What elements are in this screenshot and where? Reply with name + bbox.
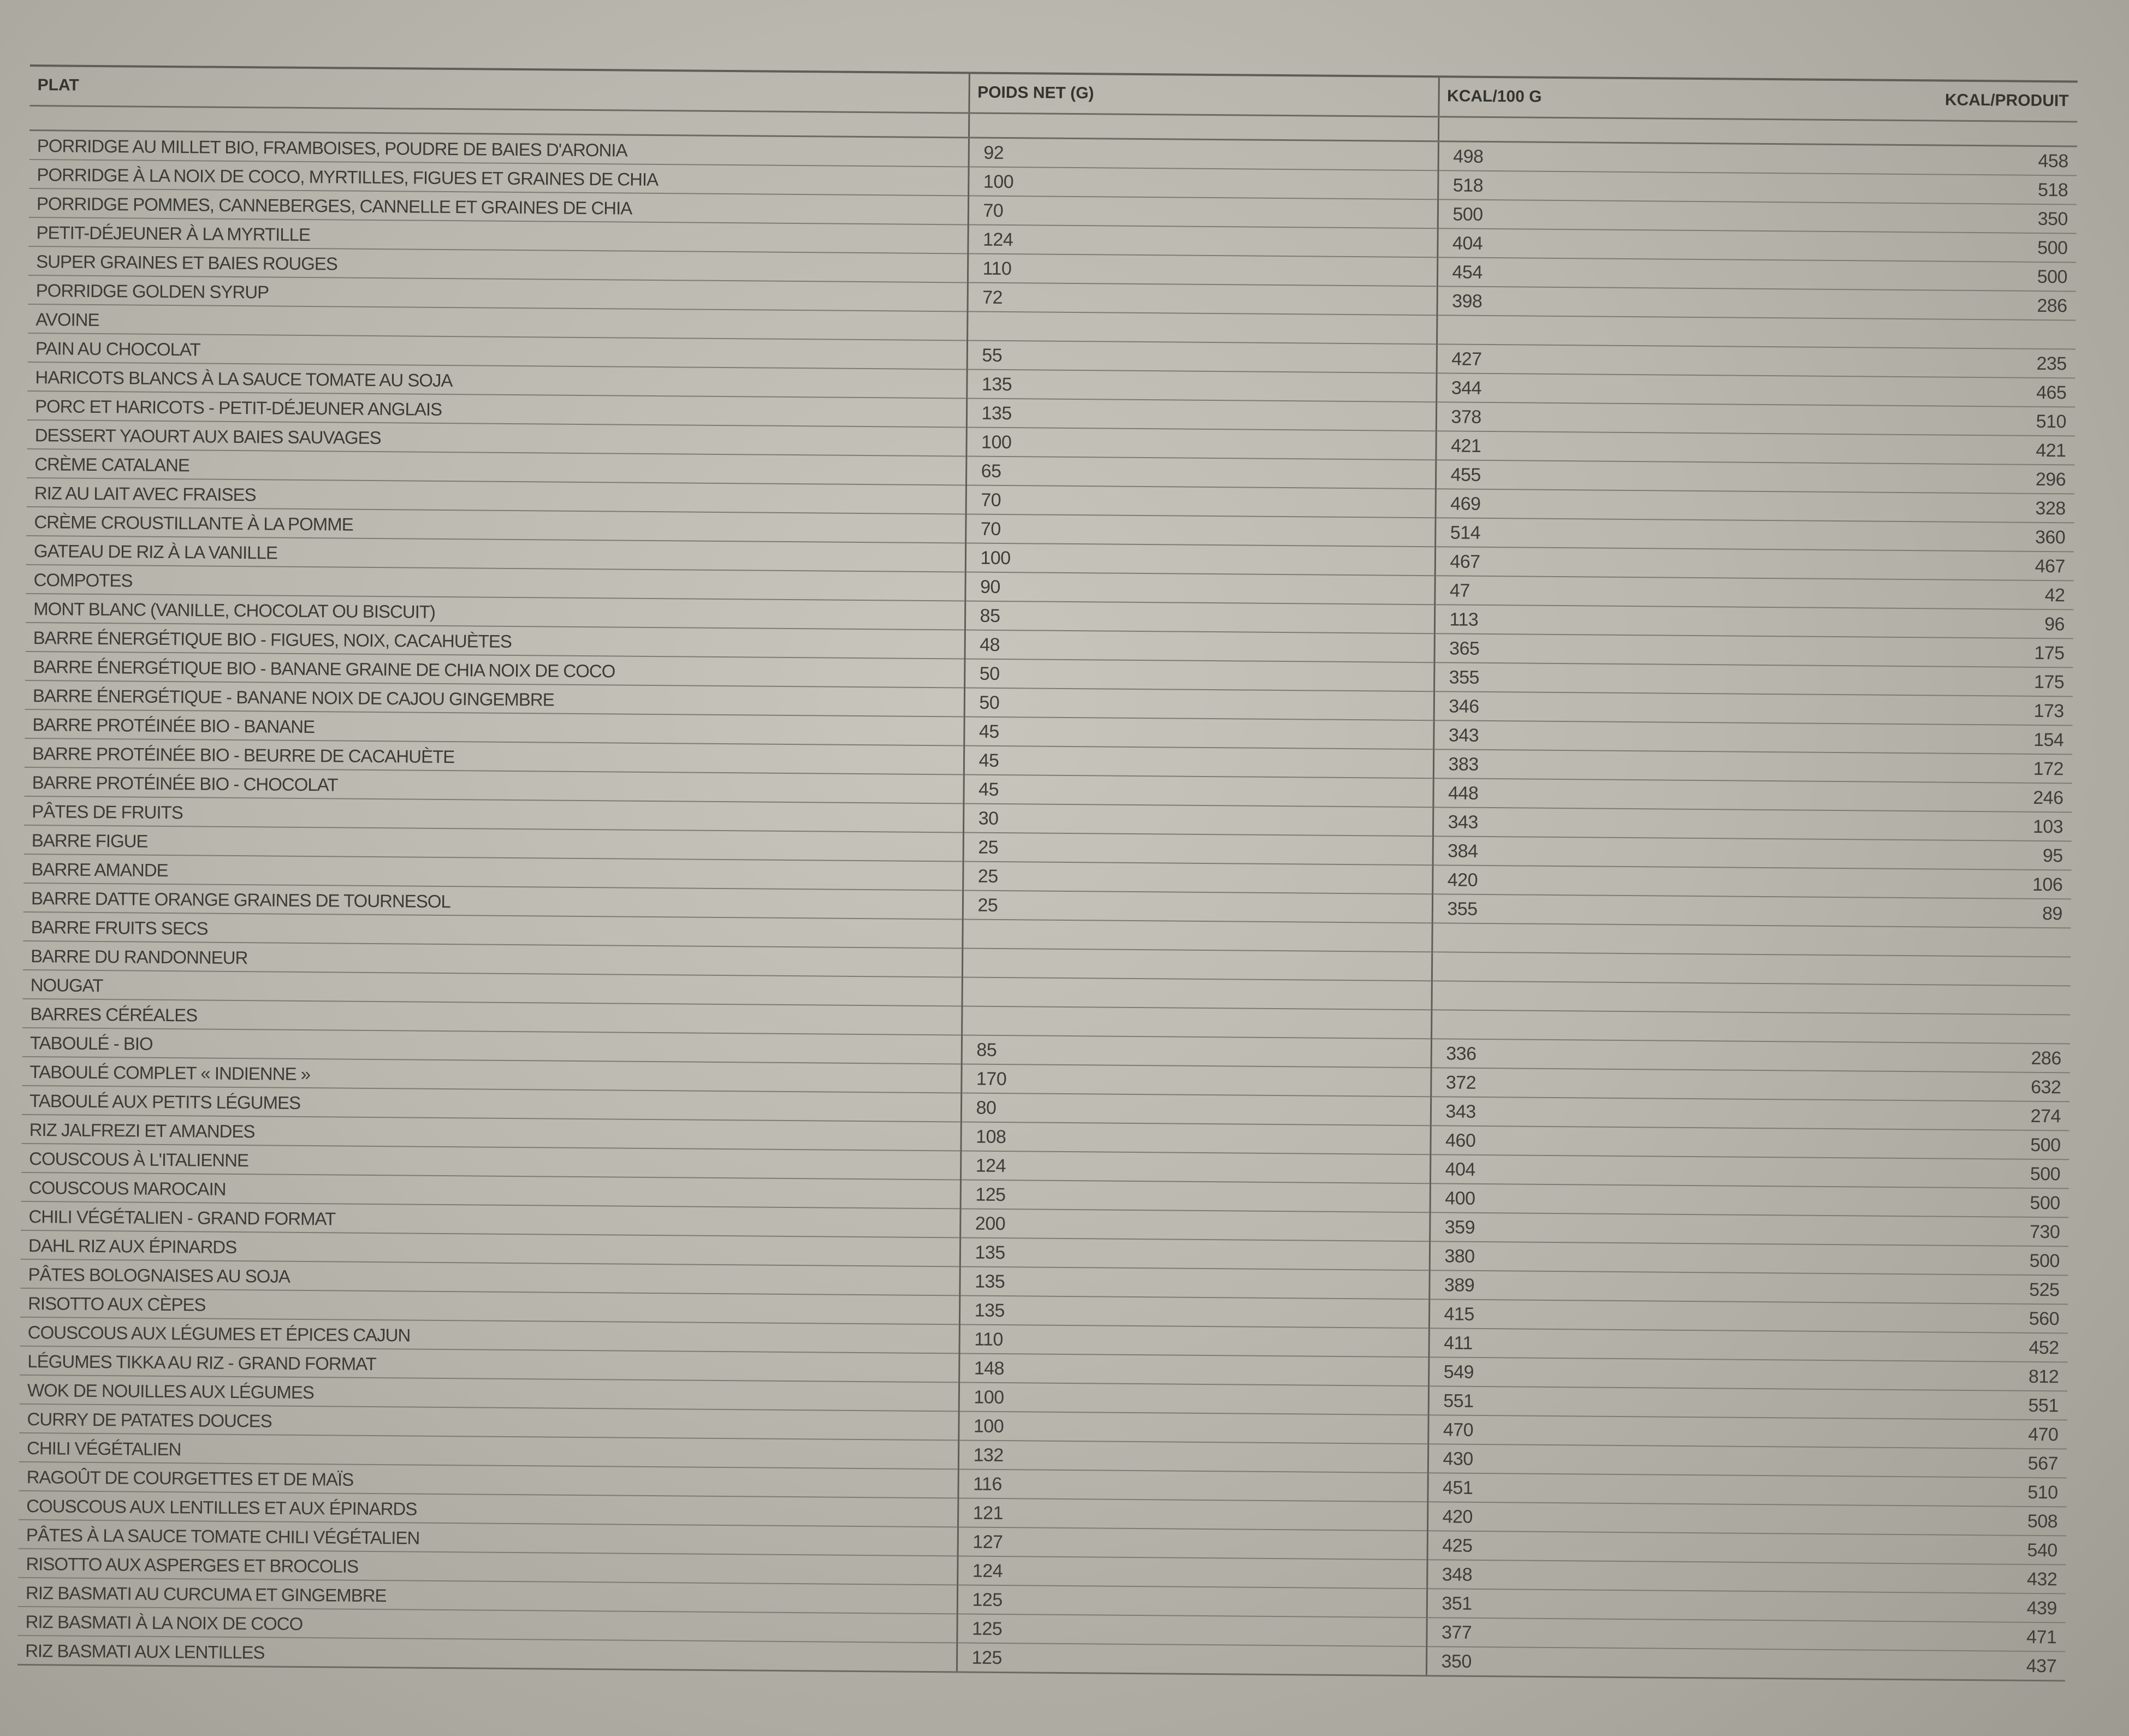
- cell-kcal-produit: 175: [1756, 636, 2073, 668]
- cell-poids-net: 25: [963, 861, 1432, 894]
- cell-kcal-produit: 465: [1758, 376, 2075, 407]
- cell-plat: SUPER GRAINES ET BAIES ROUGES: [28, 246, 968, 283]
- cell-poids-net: 70: [968, 196, 1438, 229]
- cell-poids-net: 124: [957, 1556, 1427, 1589]
- cell-poids-net: 80: [961, 1093, 1431, 1125]
- cell-plat: RIZ BASMATI AUX LENTILLES: [17, 1636, 957, 1672]
- cell-kcal-100g: 415: [1429, 1299, 1751, 1331]
- cell-kcal-100g: 336: [1431, 1039, 1753, 1070]
- cell-kcal-produit: 173: [1756, 694, 2073, 726]
- cell-poids-net: 125: [960, 1180, 1430, 1212]
- cell-kcal-produit: 500: [1752, 1128, 2069, 1160]
- cell-kcal-100g: 355: [1434, 662, 1756, 694]
- cell-kcal-100g: 400: [1430, 1183, 1752, 1215]
- cell-kcal-produit: 286: [1759, 289, 2075, 321]
- cell-plat: PÂTES À LA SAUCE TOMATE CHILI VÉGÉTALIEN: [19, 1520, 958, 1556]
- cell-kcal-100g: 378: [1436, 402, 1758, 434]
- cell-plat: CHILI VÉGÉTALIEN: [19, 1433, 958, 1470]
- cell-plat: BARRE AMANDE: [23, 854, 963, 891]
- cell-kcal-produit: 95: [1755, 839, 2072, 870]
- cell-kcal-100g: 398: [1437, 286, 1759, 318]
- cell-kcal-produit: 551: [1751, 1389, 2067, 1420]
- cell-kcal-produit: 96: [1757, 607, 2073, 639]
- cell-kcal-100g: 448: [1433, 778, 1755, 810]
- cell-kcal-produit: [1753, 1012, 2070, 1044]
- cell-kcal-produit: 510: [1750, 1476, 2066, 1507]
- header-plat: PLAT: [29, 66, 969, 113]
- cell-kcal-100g: 384: [1433, 836, 1755, 868]
- cell-poids-net: 55: [967, 340, 1437, 373]
- cell-plat: AVOINE: [28, 304, 967, 341]
- cell-kcal-produit: 89: [1754, 897, 2071, 928]
- cell-kcal-produit: 235: [1759, 347, 2075, 378]
- cell-poids-net: [967, 311, 1437, 344]
- cell-kcal-produit: 500: [1759, 260, 2076, 292]
- cell-kcal-produit: 730: [1752, 1215, 2068, 1247]
- cell-kcal-100g: 460: [1430, 1125, 1752, 1157]
- cell-kcal-100g: [1431, 1010, 1753, 1041]
- cell-plat: RAGOÛT DE COURGETTES ET DE MAÏS: [19, 1462, 958, 1498]
- cell-plat: PAIN AU CHOCOLAT: [28, 333, 967, 370]
- cell-poids-net: 132: [958, 1440, 1428, 1473]
- cell-kcal-produit: 470: [1750, 1418, 2067, 1449]
- cell-kcal-produit: 296: [1758, 463, 2074, 494]
- cell-poids-net: 100: [966, 427, 1436, 460]
- header-kcal-produit: KCAL/PRODUIT: [1760, 79, 2078, 122]
- cell-plat: TABOULÉ AUX PETITS LÉGUMES: [22, 1086, 961, 1122]
- cell-kcal-100g: 470: [1428, 1415, 1750, 1447]
- cell-plat: PÂTES BOLOGNAISES AU SOJA: [20, 1259, 959, 1296]
- cell-kcal-produit: 432: [1749, 1562, 2066, 1594]
- cell-kcal-100g: [1432, 952, 1754, 983]
- cell-plat: DAHL RIZ AUX ÉPINARDS: [21, 1230, 960, 1267]
- cell-poids-net: 70: [965, 514, 1435, 547]
- cell-plat: RIZ BASMATI AU CURCUMA ET GINGEMBRE: [18, 1578, 957, 1614]
- cell-kcal-produit: 439: [1749, 1591, 2066, 1623]
- cell-poids-net: 135: [959, 1266, 1429, 1299]
- cell-kcal-100g: 518: [1438, 170, 1760, 202]
- cell-plat: BARRE DATTE ORANGE GRAINES DE TOURNESOL: [23, 883, 963, 920]
- cell-plat: RIZ JALFREZI ET AMANDES: [21, 1115, 960, 1151]
- cell-kcal-produit: 500: [1752, 1186, 2069, 1218]
- cell-poids-net: 45: [964, 716, 1433, 749]
- cell-kcal-produit: 350: [1760, 202, 2077, 234]
- cell-kcal-100g: 344: [1436, 373, 1758, 405]
- cell-kcal-produit: 154: [1756, 723, 2072, 755]
- cell-kcal-produit: 286: [1753, 1041, 2070, 1073]
- cell-poids-net: 135: [966, 369, 1436, 402]
- cell-kcal-produit: 500: [1752, 1244, 2068, 1276]
- cell-poids-net: 110: [968, 253, 1437, 286]
- cell-kcal-100g: 365: [1434, 633, 1756, 665]
- cell-poids-net: 148: [959, 1353, 1428, 1386]
- cell-plat: CURRY DE PATATES DOUCES: [19, 1404, 958, 1441]
- cell-kcal-100g: 469: [1436, 489, 1758, 520]
- cell-kcal-produit: 246: [1755, 781, 2072, 813]
- cell-kcal-produit: 106: [1754, 868, 2071, 899]
- cell-kcal-100g: 355: [1432, 894, 1754, 926]
- cell-kcal-produit: [1754, 955, 2071, 986]
- cell-kcal-100g: 514: [1435, 518, 1757, 549]
- cell-kcal-produit: [1754, 926, 2071, 957]
- cell-poids-net: 100: [968, 167, 1438, 200]
- cell-poids-net: [962, 919, 1432, 952]
- cell-poids-net: 25: [963, 890, 1432, 923]
- cell-kcal-100g: 421: [1436, 431, 1758, 463]
- cell-kcal-produit: 812: [1751, 1360, 2067, 1391]
- cell-plat: CRÈME CATALANE: [27, 449, 966, 485]
- cell-kcal-100g: 411: [1428, 1328, 1751, 1360]
- cell-kcal-100g: 343: [1433, 720, 1756, 752]
- cell-plat: RISOTTO AUX CÈPES: [20, 1288, 959, 1325]
- cell-kcal-produit: 328: [1758, 491, 2074, 523]
- cell-plat: PETIT-DÉJEUNER À LA MYRTILLE: [28, 217, 968, 254]
- cell-poids-net: 135: [959, 1295, 1429, 1328]
- cell-kcal-produit: 421: [1758, 434, 2074, 465]
- cell-poids-net: 124: [968, 225, 1437, 258]
- cell-poids-net: 85: [962, 1035, 1431, 1068]
- cell-poids-net: 121: [958, 1498, 1427, 1531]
- cell-poids-net: [962, 1006, 1431, 1039]
- cell-kcal-produit: 500: [1759, 231, 2076, 263]
- cell-kcal-produit: 518: [1760, 173, 2077, 205]
- cell-kcal-produit: [1759, 318, 2075, 349]
- cell-poids-net: 100: [965, 543, 1435, 576]
- cell-poids-net: 116: [958, 1469, 1427, 1502]
- cell-kcal-100g: 377: [1426, 1617, 1748, 1649]
- cell-kcal-produit: 360: [1757, 520, 2074, 552]
- cell-kcal-produit: 471: [1748, 1620, 2065, 1652]
- cell-plat: WOK DE NOUILLES AUX LÉGUMES: [20, 1375, 959, 1412]
- cell-poids-net: 72: [967, 282, 1437, 315]
- cell-plat: LÉGUMES TIKKA AU RIZ - GRAND FORMAT: [20, 1346, 959, 1383]
- header-kcal-100g: KCAL/100 G: [1438, 76, 1761, 119]
- cell-kcal-produit: 567: [1750, 1447, 2067, 1478]
- cell-plat: MONT BLANC (VANILLE, CHOCOLAT OU BISCUIT): [26, 594, 965, 630]
- cell-poids-net: 100: [958, 1411, 1428, 1444]
- cell-kcal-produit: 525: [1751, 1273, 2068, 1305]
- cell-poids-net: 124: [960, 1151, 1430, 1183]
- cell-poids-net: 48: [965, 630, 1434, 662]
- cell-kcal-produit: 500: [1752, 1157, 2069, 1189]
- nutrition-table: [17, 64, 2078, 1681]
- cell-kcal-produit: 632: [1753, 1070, 2069, 1102]
- cell-plat: BARRE PROTÉINÉE BIO - CHOCOLAT: [24, 767, 963, 804]
- cell-poids-net: 100: [959, 1382, 1428, 1415]
- cell-kcal-100g: 359: [1430, 1212, 1752, 1244]
- cell-kcal-100g: 454: [1437, 257, 1759, 289]
- cell-kcal-100g: 430: [1428, 1444, 1750, 1476]
- cell-plat: BARRE FRUITS SECS: [23, 912, 962, 949]
- cell-poids-net: 45: [964, 745, 1433, 778]
- cell-poids-net: 135: [960, 1237, 1430, 1270]
- cell-kcal-100g: 343: [1433, 807, 1755, 839]
- cell-plat: RIZ BASMATI À LA NOIX DE COCO: [17, 1607, 957, 1643]
- cell-kcal-100g: [1437, 315, 1759, 347]
- cell-kcal-100g: 350: [1426, 1646, 1748, 1678]
- cell-plat: NOUGAT: [23, 970, 962, 1006]
- cell-kcal-100g: 427: [1437, 344, 1759, 376]
- cell-poids-net: 127: [958, 1527, 1427, 1560]
- cell-plat: CHILI VÉGÉTALIEN - GRAND FORMAT: [21, 1201, 960, 1238]
- cell-kcal-100g: 389: [1429, 1270, 1751, 1302]
- cell-kcal-100g: 113: [1434, 605, 1757, 636]
- cell-kcal-100g: 498: [1438, 141, 1760, 173]
- cell-kcal-produit: 452: [1751, 1331, 2067, 1362]
- cell-kcal-produit: 103: [1755, 810, 2072, 842]
- cell-kcal-produit: 540: [1750, 1533, 2066, 1565]
- cell-kcal-100g: 380: [1430, 1241, 1752, 1273]
- nutrition-table-container: [17, 64, 2078, 1681]
- cell-plat: CRÈME CROUSTILLANTE À LA POMME: [26, 507, 965, 543]
- cell-kcal-100g: 420: [1432, 865, 1754, 897]
- cell-kcal-100g: 549: [1428, 1357, 1751, 1389]
- cell-poids-net: 108: [960, 1122, 1430, 1154]
- cell-kcal-produit: 560: [1751, 1302, 2068, 1334]
- cell-plat: BARRE ÉNERGÉTIQUE BIO - FIGUES, NOIX, CACAHUÈTES: [26, 623, 965, 659]
- cell-kcal-produit: 172: [1756, 752, 2072, 784]
- cell-plat: COUSCOUS AUX LENTILLES ET AUX ÉPINARDS: [19, 1491, 958, 1527]
- cell-plat: RIZ AU LAIT AVEC FRAISES: [27, 478, 966, 514]
- cell-plat: COUSCOUS À L'ITALIENNE: [21, 1143, 960, 1180]
- cell-kcal-produit: 274: [1753, 1099, 2069, 1131]
- cell-poids-net: 125: [957, 1643, 1426, 1675]
- cell-plat: DESSERT YAOURT AUX BAIES SAUVAGES: [27, 420, 966, 457]
- cell-plat: PÂTES DE FRUITS: [24, 796, 963, 833]
- cell-kcal-100g: 404: [1437, 228, 1759, 260]
- cell-kcal-100g: 372: [1431, 1068, 1753, 1099]
- cell-plat: BARRE PROTÉINÉE BIO - BANANE: [25, 709, 964, 746]
- cell-kcal-produit: [1753, 983, 2070, 1015]
- cell-kcal-100g: 346: [1434, 691, 1756, 723]
- cell-plat: PORRIDGE AU MILLET BIO, FRAMBOISES, POUDRE DE BAIES D'ARONIA: [29, 130, 969, 167]
- cell-plat: HARICOTS BLANCS À LA SAUCE TOMATE AU SOJA: [27, 362, 966, 399]
- cell-plat: GATEAU DE RIZ À LA VANILLE: [26, 536, 965, 572]
- cell-plat: RISOTTO AUX ASPERGES ET BROCOLIS: [18, 1549, 957, 1585]
- cell-kcal-100g: 348: [1427, 1560, 1749, 1591]
- cell-plat: PORRIDGE POMMES, CANNEBERGES, CANNELLE ET GRAINES DE CHIA: [29, 188, 968, 225]
- cell-plat: BARRE FIGUE: [24, 825, 963, 862]
- cell-poids-net: 65: [966, 456, 1436, 489]
- cell-plat: PORC ET HARICOTS - PETIT-DÉJEUNER ANGLAIS: [27, 391, 966, 428]
- cell-poids-net: 45: [963, 774, 1433, 807]
- cell-plat: COUSCOUS MAROCAIN: [21, 1172, 960, 1209]
- cell-kcal-produit: 175: [1756, 665, 2073, 697]
- cell-kcal-100g: 455: [1436, 460, 1758, 491]
- cell-kcal-100g: 467: [1435, 547, 1757, 578]
- cell-poids-net: 200: [960, 1208, 1430, 1241]
- cell-poids-net: [962, 977, 1432, 1010]
- cell-kcal-produit: 508: [1750, 1504, 2066, 1536]
- spacer-cell: [1760, 119, 2077, 146]
- spacer-cell: [1438, 117, 1760, 144]
- header-poids-net: POIDS NET (G): [969, 73, 1439, 117]
- cell-kcal-produit: 42: [1757, 578, 2073, 610]
- cell-plat: COMPOTES: [26, 565, 965, 601]
- cell-plat: TABOULÉ - BIO: [22, 1028, 962, 1064]
- cell-kcal-100g: 404: [1430, 1154, 1752, 1186]
- cell-poids-net: 25: [963, 832, 1433, 865]
- cell-kcal-produit: 467: [1757, 549, 2074, 581]
- cell-kcal-100g: [1431, 981, 1753, 1012]
- cell-plat: PORRIDGE À LA NOIX DE COCO, MYRTILLES, FIGUES ET GRAINES DE CHIA: [29, 159, 968, 196]
- cell-plat: BARRE DU RANDONNEUR: [23, 941, 962, 977]
- cell-plat: COUSCOUS AUX LÉGUMES ET ÉPICES CAJUN: [20, 1317, 959, 1354]
- cell-plat: BARRES CÉRÉALES: [22, 999, 962, 1035]
- cell-poids-net: 50: [964, 659, 1434, 691]
- cell-kcal-100g: 420: [1427, 1502, 1750, 1533]
- cell-kcal-100g: 351: [1427, 1589, 1749, 1620]
- table-body: [17, 130, 2077, 1680]
- cell-poids-net: [962, 948, 1432, 981]
- cell-poids-net: 125: [957, 1585, 1427, 1617]
- cell-plat: BARRE ÉNERGÉTIQUE - BANANE NOIX DE CAJOU GINGEMBRE: [25, 680, 964, 717]
- cell-poids-net: 135: [966, 398, 1436, 431]
- cell-kcal-100g: 47: [1434, 576, 1757, 607]
- cell-poids-net: 170: [961, 1064, 1431, 1097]
- cell-kcal-100g: 425: [1427, 1531, 1750, 1562]
- cell-kcal-100g: 343: [1431, 1097, 1753, 1128]
- cell-kcal-100g: 551: [1428, 1386, 1751, 1418]
- cell-kcal-100g: 383: [1433, 749, 1756, 781]
- cell-plat: TABOULÉ COMPLET « INDIENNE »: [22, 1057, 961, 1093]
- cell-poids-net: 110: [959, 1324, 1429, 1357]
- cell-kcal-produit: 510: [1758, 405, 2075, 436]
- cell-kcal-100g: 500: [1438, 199, 1760, 231]
- cell-poids-net: 125: [957, 1614, 1426, 1646]
- cell-poids-net: 50: [964, 688, 1434, 720]
- cell-poids-net: 90: [965, 572, 1434, 605]
- cell-kcal-produit: 458: [1760, 144, 2077, 175]
- cell-kcal-100g: [1432, 923, 1754, 955]
- cell-kcal-100g: 451: [1427, 1473, 1750, 1504]
- cell-plat: BARRE ÉNERGÉTIQUE BIO - BANANE GRAINE DE CHIA NOIX DE COCO: [25, 651, 964, 688]
- cell-plat: PORRIDGE GOLDEN SYRUP: [28, 275, 968, 312]
- cell-kcal-produit: 437: [1748, 1649, 2065, 1681]
- cell-plat: BARRE PROTÉINÉE BIO - BEURRE DE CACAHUÈTE: [25, 738, 964, 775]
- cell-poids-net: 30: [963, 803, 1433, 836]
- cell-poids-net: 70: [966, 485, 1436, 518]
- cell-poids-net: 92: [969, 138, 1438, 170]
- spacer-cell: [969, 113, 1438, 141]
- cell-poids-net: 85: [965, 601, 1434, 633]
